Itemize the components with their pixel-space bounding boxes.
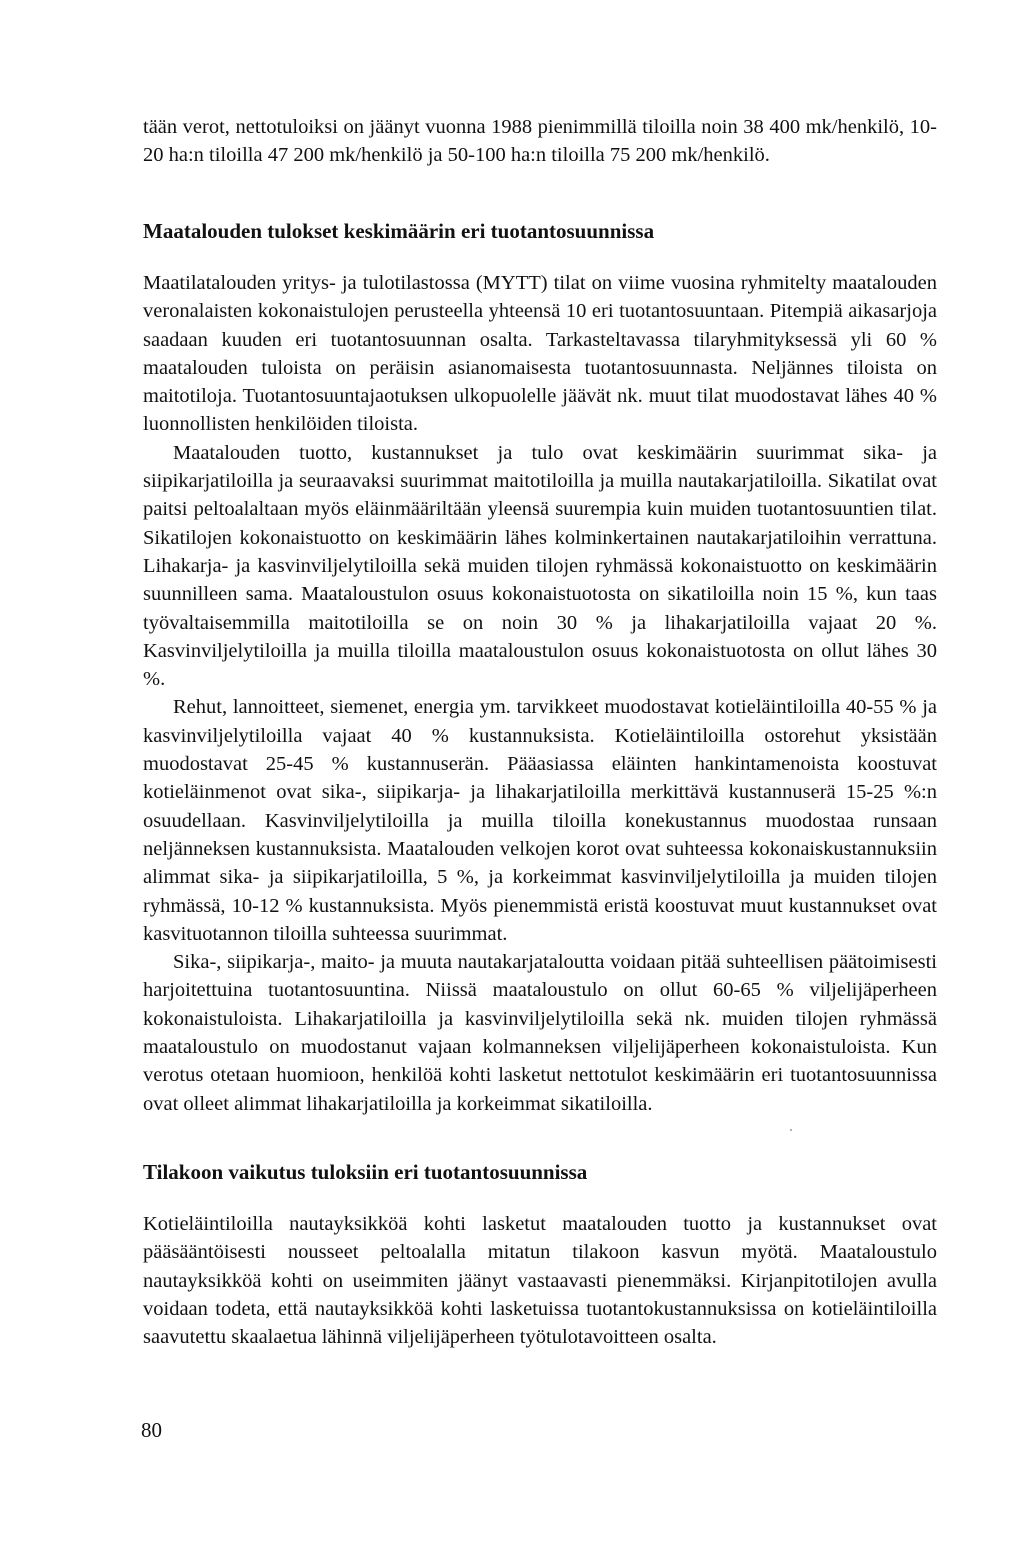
body-paragraph: Sika-, siipikarja-, maito- ja muuta nautakarjataloutta voidaan pitää suhteellisen päätoimisesti harjoitettuina tuotantosuuntina. Niissä maataloustulo on ollut 60-65 % viljelijäperheen kokonaistuloista. Lihakarjatiloilla ja kasvinviljelytiloilla sekä nk. muiden tilojen ryhmässä maataloustulo on muodostanut vajaan kolmanneksen viljelijäperheen kokonaistuloista. Kun verotus otetaan huomioon, henkilöä kohti lasketut nettotulot keskimäärin eri tuotantosuunnissa ovat olleet alimmat lihakarjatiloilla ja korkeimmat sikatiloilla. <box>143 951 937 1115</box>
intro-paragraph: tään verot, nettotuloiksi on jäänyt vuonna 1988 pienimmillä tiloilla noin 38 400 mk/henkilö, 10-20 ha:n tiloilla 47 200 mk/henkilö ja 50-100 ha:n tiloilla 75 200 mk/henkilö. <box>143 116 937 167</box>
body-paragraph: Maatalouden tuotto, kustannukset ja tulo ovat keskimäärin suurimmat sika- ja siipikarjatiloilla ja seuraavaksi suurimmat maitotiloilla ja muilla nautakarjatiloilla. Sikatilat ovat paitsi peltoalaltaan myös eläinmääriltään yleensä suurempia kuin muiden tuotantosuuntien tilat. Sikatilojen kokonaistuotto on keskimäärin lähes kolminkertainen nautakarjatiloihin verrattuna. Lihakarja- ja kasvinviljelytiloilla sekä muiden tilojen ryhmässä kokonaistuotto on keskimäärin suunnilleen sama. Maataloustulon osuus kokonaistuotosta on sikatiloilla noin 15 %, kun taas työvaltaisemmilla maitotiloilla se on noin 30 % ja lihakarjatiloilla vajaat 20 %. Kasvinviljelytiloilla ja muilla tiloilla maataloustulon osuus kokonaistuotosta on ollut lähes 30 %. <box>143 441 937 691</box>
intro-text-block <box>143 113 937 170</box>
section-body-farm-size <box>143 1210 937 1351</box>
page-number: 80 <box>141 1418 162 1442</box>
body-paragraph: Kotieläintiloilla nautayksikköä kohti lasketut maatalouden tuotto ja kustannukset ovat pääsääntöisesti nousseet peltoalalla mitatun tilakoon kasvun myötä. Maataloustulo nautayksikköä kohti on useimmiten jäänyt vastaavasti pienemmäksi. Kirjanpitotilojen avulla voidaan todeta, että nautayksikköä kohti lasketuissa tuotantokustannuksissa on kotieläintiloilla saavutettu skaalaetua lähinnä viljelijäperheen työtulotavoitteen osalta. <box>143 1213 937 1349</box>
section-heading-production-lines: Maatalouden tulokset keskimäärin eri tuotantosuunnissa <box>143 219 655 243</box>
section-body-production-lines <box>143 269 937 1118</box>
scan-speck <box>790 1129 792 1131</box>
section-heading-farm-size: Tilakoon vaikutus tuloksiin eri tuotantosuunnissa <box>143 1160 588 1184</box>
body-paragraph: Rehut, lannoitteet, siemenet, energia ym. tarvikkeet muodostavat kotieläintiloilla 40-55 % ja kasvinviljelytiloilla vajaat 40 % kustannuksista. Kotieläintiloilla ostorehut yksistään muodostavat 25-45 % kustannuserän. Pääasiassa eläinten hankintamenoista koostuvat kotieläinmenot ovat sika-, siipikarja- ja lihakarjatiloilla merkittävä kustannuserä 15-25 %:n osuudellaan. Kasvinviljelytiloilla ja muilla tiloilla konekustannus muodostaa runsaan neljänneksen kustannuksista. Maatalouden velkojen korot ovat suhteessa kokonaiskustannuksiin alimmat sika- ja siipikarjatiloilla, 5 %, ja korkeimmat kasvinviljelytiloilla ja muiden tilojen ryhmässä, 10-12 % kustannuksista. Myös pienemmistä eristä koostuvat muut kustannukset ovat kasvituotannon tiloilla suhteessa suurimmat. <box>143 696 937 945</box>
body-paragraph: Maatilatalouden yritys- ja tulotilastossa (MYTT) tilat on viime vuosina ryhmitelty maatalouden veronalaisten kokonaistulojen perusteella yhteensä 10 eri tuotantosuuntaan. Pitempiä aikasarjoja saadaan kuuden eri tuotantosuunnan osalta. Tarkasteltavassa tilaryhmityksessä yli 60 % maatalouden tuloista on peräisin asianomaisesta tuotantosuunnasta. Neljännes tiloista on maitotiloja. Tuotantosuuntajaotuksen ulkopuolelle jäävät nk. muut tilat muodostavat lähes 40 % luonnollisten henkilöiden tiloista. <box>143 272 937 436</box>
